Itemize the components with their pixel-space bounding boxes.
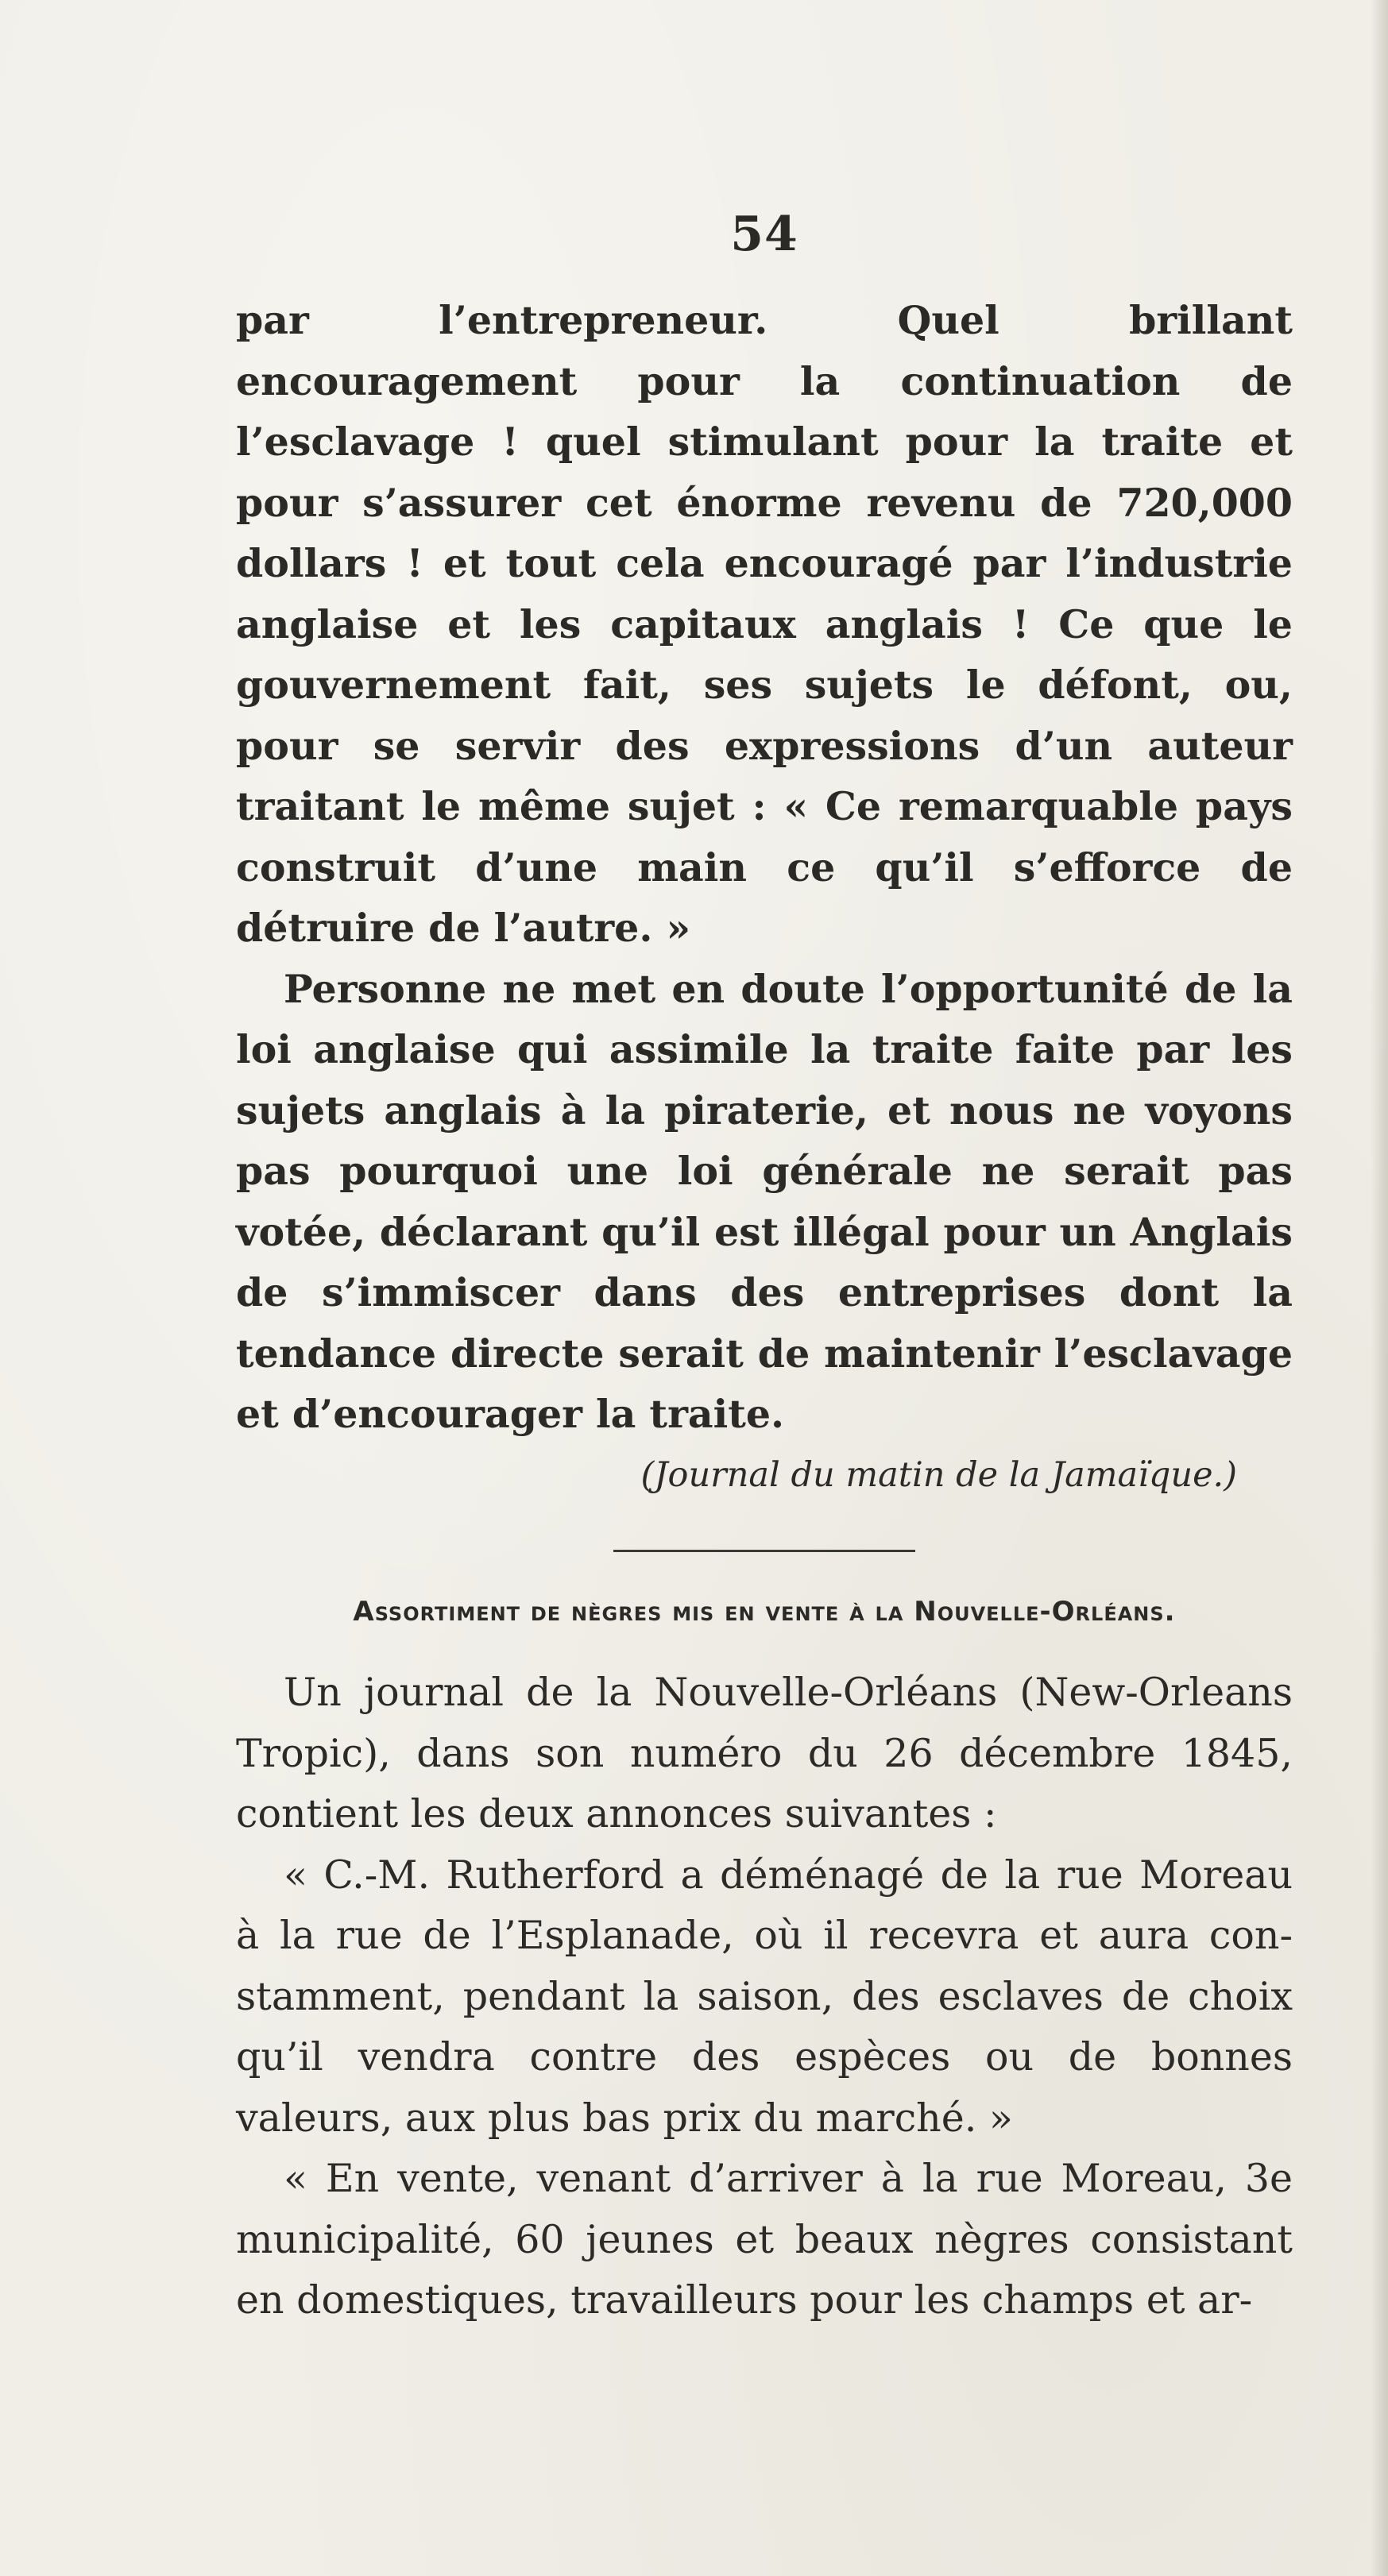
paragraph-annonce-rutherford: « C.-M. Rutherford a déménagé de la rue Moreau à la rue de l’Esplanade, où il recevra et aura constamment, pendant la saison, des esclaves de choix qu’il vendra contre des espèces ou de bonnes valeurs, aux plus bas prix du marché. » <box>236 1852 1293 2141</box>
paragraph-journal: Un journal de la Nouvelle-Orléans (New-Orleans Tropic), dans son numéro du 26 décembre 1845, contient les deux annonces suivantes : <box>236 1670 1293 1837</box>
paragraph-continuation: par l’entrepreneur. Quel brillant encouragement pour la continuation de l’esclavage ! quel stimulant pour la traite et pour s’assurer cet énorme revenu de 720,000 dollars ! et tout cela encouragé par l’industrie anglaise et les capitaux anglais ! Ce que le gouvernement fait, ses sujets le défont, ou, pour se servir des expressions d’un auteur traitant le même sujet : « Ce remarquable pays construit d’une main ce qu’il s’efforce de détruire de l’autre. » <box>236 297 1293 951</box>
page-edge-shadow <box>1371 0 1388 2576</box>
text-column <box>236 207 1293 2331</box>
section-heading <box>236 1593 1293 1632</box>
section-divider <box>613 1550 915 1552</box>
section-heading-text: Assortiment de nègres mis en vente à la Nouvelle-Orléans. <box>353 1595 1176 1628</box>
paragraph-annonce-vente: « En vente, venant d’arriver à la rue Moreau, 3e municipalité, 60 jeunes et beaux nègres consistant en domestiques, travailleurs pour les champs et ar- <box>236 2156 1293 2323</box>
page-number: 54 <box>730 207 798 262</box>
paragraph-loi-anglaise: Personne ne met en doute l’opportunité de la loi anglaise qui assimile la traite faite par les sujets anglais à la piraterie, et nous ne voyons pas pourquoi une loi générale ne serait pas votée, déclarant qu’il est illégal pour un Anglais de s’immiscer dans des entreprises dont la tendance directe serait de maintenir l’esclavage et d’encourager la traite. <box>236 965 1293 1437</box>
source-citation: (Journal du matin de la Jamaïque.) <box>640 1454 1237 1495</box>
